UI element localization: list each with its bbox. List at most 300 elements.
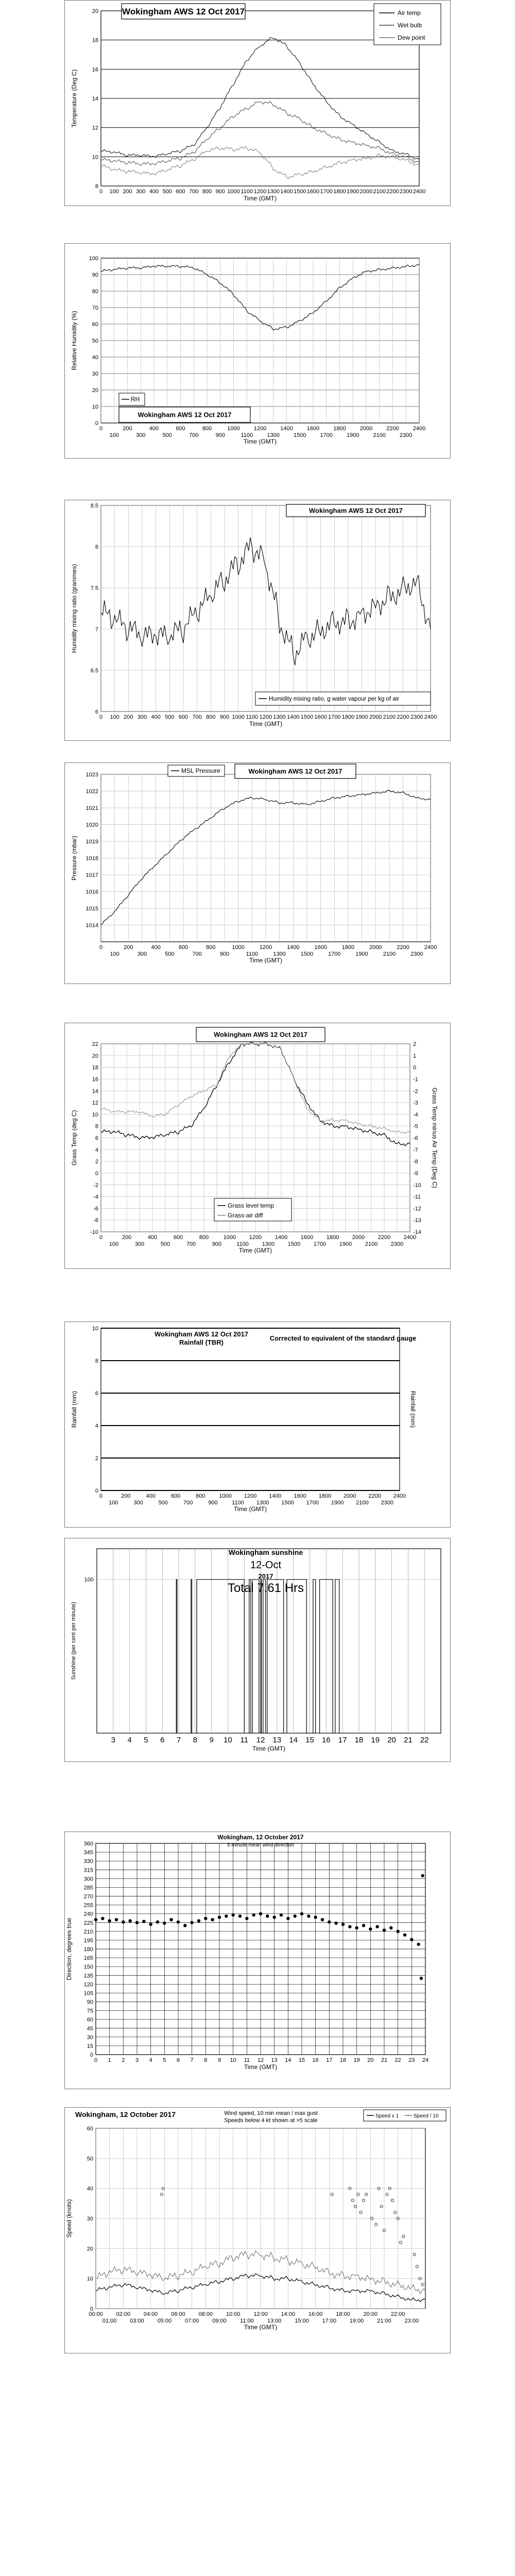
x-tick-label: 5 [144,1736,148,1744]
x-tick-label: 15:00 [295,2318,309,2324]
x-tick-label: 2100 [373,189,386,195]
y-right-tick-label: -7 [413,1147,418,1154]
x-tick-label: 900 [215,189,225,195]
x-tick-label: 21:00 [377,2318,391,2324]
x-tick-label: 04:00 [143,2311,158,2317]
legend-label: RH [131,396,140,403]
y-tick-label: 20 [87,2246,93,2252]
x-tick-label: 2200 [397,944,409,951]
x-tick-label: 2300 [390,1241,404,1247]
y-axis-label: Speed (knots) [65,2199,73,2238]
y-axis-label: Pressure (mbar) [71,836,78,880]
x-tick-label: 1200 [253,426,267,432]
x-tick-label: 15 [298,2057,305,2063]
y-right-tick-label: -8 [413,1159,418,1165]
x-tick-label: 1300 [256,1500,269,1506]
x-tick-label: 18:00 [336,2311,350,2317]
x-tick-label: 14 [289,1736,298,1744]
direction-point [417,1943,420,1946]
y-tick-label: 1021 [85,805,98,811]
y-tick-label: 2 [95,1455,98,1462]
y-right-tick-label: -4 [413,1111,418,1118]
x-tick-label: 200 [121,1493,131,1499]
x-tick-label: 2100 [365,1241,378,1247]
y-tick-label: 225 [83,1920,93,1926]
x-tick-label: 200 [124,944,133,951]
wind-speed-chart-svg [65,2108,450,2353]
x-tick-label: 1400 [269,1493,282,1499]
x-tick-label: 1900 [331,1500,344,1506]
humidity-chart [64,243,451,459]
x-tick-label: 2200 [397,714,409,720]
x-tick-label: 1200 [259,714,272,720]
x-axis-label: Time (GMT) [233,1505,267,1513]
x-tick-label: 0 [99,189,103,195]
y-tick-label: 4 [95,1147,98,1154]
x-tick-label: 18 [354,1736,364,1744]
direction-point [362,1924,365,1927]
y-right-tick-label: -9 [413,1170,418,1177]
x-tick-label: 6 [176,2057,180,2063]
wind-direction-chart-svg [65,1832,450,2089]
y-tick-label: 1018 [85,855,98,862]
x-tick-label: 500 [162,432,172,438]
y-tick-label: 60 [87,2016,93,2023]
direction-point [94,1918,97,1921]
x-tick-label: 100 [110,951,119,957]
y-tick-label: 50 [92,338,98,344]
x-tick-label: 1300 [273,714,286,720]
x-tick-label: 500 [162,189,172,195]
direction-point [307,1914,310,1918]
direction-point [225,1914,228,1918]
y-right-axis-label: Rainfall (mm) [409,1391,417,1428]
x-tick-label: 7 [176,1736,181,1744]
y-tick-label: 0 [90,2306,93,2312]
x-tick-label: 1600 [294,1493,306,1499]
x-tick-label: 700 [189,189,199,195]
y-right-tick-label: 0 [413,1064,417,1071]
y-axis-label: Temperature (Deg C) [71,69,78,128]
x-tick-label: 800 [202,189,212,195]
x-tick-label: 2000 [369,714,382,720]
y-tick-label: 100 [89,256,98,262]
y-right-tick-label: -13 [413,1217,421,1224]
x-tick-label: 1900 [339,1241,352,1247]
y-tick-label: 40 [87,2185,93,2192]
x-tick-label: 2400 [424,944,437,951]
legend-label: Speed x 1 [375,2113,399,2119]
chart-subtitle: Wind speed, 10 min mean / max gust [224,2110,318,2116]
x-tick-label: 600 [176,189,185,195]
legend-label: Speed / 10 [414,2113,439,2119]
direction-point [259,1912,262,1915]
direction-point [266,1914,269,1918]
x-tick-label: 1700 [313,1241,327,1247]
x-tick-label: 1100 [236,1241,249,1247]
x-tick-label: 800 [206,714,216,720]
sunshine-total: Total 7.61 Hrs [227,1581,304,1595]
y-tick-label: 20 [92,1053,98,1059]
chart-subtitle: 5 minute mean wind direction [227,1842,295,1848]
y-tick-label: 270 [83,1893,93,1900]
y-tick-label: 120 [83,1981,93,1988]
legend-label: Humidity mixing ratio, g water vapour per kg of air [269,696,400,702]
x-tick-label: 0 [99,944,103,951]
x-tick-label: 23:00 [404,2318,419,2324]
sunshine-chart [64,1538,451,1762]
y-tick-label: 20 [92,387,98,394]
y-tick-label: 30 [87,2216,93,2222]
x-tick-label: 2000 [369,944,382,951]
direction-point [403,1933,406,1936]
x-tick-label: 1700 [320,189,333,195]
x-tick-label: 2400 [403,1234,417,1241]
x-tick-label: 1500 [294,189,306,195]
sunshine-chart-svg [65,1538,450,1761]
y-right-tick-label: -11 [413,1194,421,1200]
x-tick-label: 500 [160,1241,170,1247]
chart-title: Wokingham AWS 12 Oct 2017 [122,7,245,17]
x-tick-label: 400 [151,714,161,720]
y-tick-label: 345 [83,1850,93,1856]
x-tick-label: 1200 [249,1234,262,1241]
x-tick-label: 900 [208,1500,218,1506]
y-tick-label: 300 [83,1876,93,1883]
x-tick-label: 1900 [355,714,368,720]
x-tick-label: 1800 [333,189,346,195]
x-axis-label: Time (GMT) [243,438,277,445]
y-right-tick-label: 1 [413,1053,417,1059]
direction-point [101,1917,104,1920]
y-tick-label: 90 [87,1999,93,2006]
y-tick-label: 4 [95,1423,98,1429]
y-tick-label: 80 [92,289,98,295]
x-tick-label: 1100 [246,714,259,720]
y-tick-label: 285 [83,1885,93,1891]
x-tick-label: 1400 [274,1234,288,1241]
x-tick-label: 800 [196,1493,205,1499]
y-tick-label: 150 [83,1964,93,1971]
x-tick-label: 22 [394,2057,401,2063]
direction-point [149,1923,152,1926]
x-tick-label: 1700 [328,951,341,957]
wind-direction-chart [64,1832,451,2089]
chart-title: Wokingham, 12 October 2017 [217,1834,304,1841]
x-tick-label: 800 [202,426,212,432]
chart-year: 2017 [258,1572,273,1580]
chart-title: Wokingham, 12 October 2017 [75,2110,176,2119]
x-tick-label: 1600 [314,714,327,720]
x-tick-label: 1100 [246,951,259,957]
x-tick-label: 800 [199,1234,209,1241]
x-tick-label: 7 [190,2057,194,2063]
x-tick-label: 400 [149,189,159,195]
x-tick-label: 500 [158,1500,168,1506]
x-tick-label: 800 [206,944,216,951]
y-axis-label: Sunshine (per cent per minute) [71,1602,77,1680]
x-tick-label: 05:00 [157,2318,172,2324]
y-right-tick-label: -2 [413,1088,418,1095]
x-tick-label: 900 [219,714,230,720]
direction-point [142,1920,145,1923]
x-tick-label: 2200 [386,189,399,195]
x-tick-label: 1500 [294,432,306,438]
y-tick-label: 2 [95,1159,98,1165]
x-axis-label: Time (GMT) [249,720,283,727]
x-tick-label: 2000 [359,426,373,432]
y-tick-label: 20 [92,8,98,14]
y-right-axis-label: Grass Temp minus Air Temp (Deg C) [431,1088,438,1188]
x-tick-label: 17 [338,1736,347,1744]
legend-label: Wet bulb [398,22,422,29]
y-tick-label: 12 [92,1100,98,1107]
x-tick-label: 11 [240,1736,249,1744]
x-tick-label: 700 [192,714,202,720]
y-tick-label: 1023 [85,772,98,778]
x-tick-label: 1600 [306,426,320,432]
x-tick-label: 1700 [328,714,341,720]
x-tick-label: 1600 [306,189,320,195]
y-tick-label: 70 [92,305,98,311]
y-right-tick-label: -5 [413,1123,418,1130]
direction-point [163,1922,166,1925]
x-tick-label: 1400 [287,944,300,951]
x-tick-label: 2000 [352,1234,365,1241]
y-tick-label: 330 [83,1858,93,1865]
y-tick-label: 8 [95,1358,98,1364]
y-tick-label: 10 [92,1111,98,1118]
y-tick-label: 0 [95,420,98,427]
x-tick-label: 1600 [300,1234,314,1241]
x-tick-label: 700 [186,1241,196,1247]
chart-title: Wokingham sunshine [228,1548,303,1556]
y-tick-label: 180 [83,1946,93,1953]
direction-point [272,1916,276,1919]
y-tick-label: -10 [90,1229,98,1235]
x-tick-label: 100 [110,714,119,720]
direction-point [211,1918,214,1921]
y-right-tick-label: -3 [413,1100,418,1107]
y-tick-label: 255 [83,1902,93,1909]
x-tick-label: 22:00 [390,2311,405,2317]
y-tick-label: 6 [95,709,98,715]
x-tick-label: 1800 [341,714,355,720]
x-tick-label: 700 [189,432,199,438]
x-tick-label: 300 [137,714,147,720]
x-tick-label: 5 [163,2057,166,2063]
x-tick-label: 0 [99,426,103,432]
y-axis-label: Direction, degrees true [65,1918,73,1980]
y-tick-label: 60 [87,2126,93,2132]
direction-point [348,1925,351,1928]
x-tick-label: 10:00 [226,2311,241,2317]
grass-temp-chart [64,1023,451,1269]
x-tick-label: 1900 [347,432,359,438]
x-tick-label: 02:00 [116,2311,131,2317]
chart-subtitle: 12-Oct [250,1560,282,1571]
x-tick-label: 600 [170,1493,181,1499]
y-tick-label: 8 [95,1123,98,1130]
x-tick-label: 2400 [424,714,437,720]
x-tick-label: 22 [420,1736,429,1744]
x-tick-label: 12 [257,2057,264,2063]
direction-point [108,1919,111,1922]
x-tick-label: 17:00 [322,2318,337,2324]
direction-point [156,1920,159,1923]
y-tick-label: 0 [90,2052,93,2058]
chart-title: Wokingham AWS 12 Oct 2017 [248,767,342,775]
x-tick-label: 1000 [227,426,240,432]
x-tick-label: 900 [215,432,225,438]
x-tick-label: 2300 [381,1500,394,1506]
y-tick-label: 7 [95,626,98,633]
y-right-tick-label: -10 [413,1182,421,1189]
x-tick-label: 1100 [241,189,253,195]
y-axis-label: Humidity mixing ratio (grammes) [71,564,78,653]
x-tick-label: 1600 [314,944,327,951]
x-tick-label: 300 [137,951,147,957]
x-tick-label: 2300 [410,951,423,957]
x-tick-label: 3 [135,2057,139,2063]
y-tick-label: 7.5 [90,585,98,591]
x-axis-label: Time (GMT) [243,195,277,202]
direction-point [280,1913,283,1917]
y-tick-label: 6 [95,1391,98,1397]
chart-title: Wokingham AWS 12 Oct 2017 [138,411,232,419]
y-tick-label: 22 [92,1041,98,1047]
y-tick-label: 45 [87,2025,93,2032]
chart-title: Wokingham AWS 12 Oct 2017 [213,1030,308,1039]
y-tick-label: -6 [93,1206,98,1212]
direction-point [341,1923,345,1926]
humidity-chart-svg [65,244,450,458]
x-tick-label: 10 [230,2057,236,2063]
x-tick-label: 200 [124,714,133,720]
x-tick-label: 1500 [287,1241,301,1247]
legend-label: Grass-air diff [228,1212,263,1219]
y-tick-label: 135 [83,1973,93,1979]
direction-point [169,1918,173,1921]
x-tick-label: 19 [353,2057,360,2063]
y-tick-label: 60 [92,321,98,328]
x-tick-label: 600 [178,944,188,951]
y-right-tick-label: 2 [413,1041,417,1047]
y-tick-label: 1019 [85,839,98,845]
x-tick-label: 1000 [223,1234,236,1241]
x-tick-label: 6 [160,1736,165,1744]
x-axis-label: Time (GMT) [238,1247,272,1254]
y-tick-label: 1022 [85,788,98,795]
x-tick-label: 16 [321,1736,331,1744]
y-tick-label: 10 [92,404,98,410]
direction-point [389,1926,392,1929]
y-right-tick-label: -14 [413,1229,421,1235]
rainfall-chart [64,1321,451,1528]
y-tick-label: 1014 [85,922,98,929]
x-tick-label: 1800 [318,1493,332,1499]
legend-label: MSL Pressure [181,767,220,774]
legend-label: Air temp [398,9,421,16]
x-tick-label: 1400 [280,426,293,432]
x-tick-label: 400 [147,1234,158,1241]
x-tick-label: 07:00 [184,2318,199,2324]
direction-point [122,1920,125,1923]
x-tick-label: 700 [183,1500,193,1506]
direction-point [197,1919,200,1922]
x-tick-label: 11 [244,2057,250,2063]
y-tick-label: 315 [83,1867,93,1874]
y-tick-label: 1017 [85,872,98,878]
x-tick-label: 600 [173,1234,183,1241]
x-tick-label: 12:00 [253,2311,268,2317]
direction-point [135,1921,139,1924]
x-tick-label: 13 [271,2057,278,2063]
x-tick-label: 3 [111,1736,115,1744]
x-tick-label: 200 [123,426,132,432]
chart-title: Wokingham AWS 12 Oct 2017 [154,1330,249,1338]
y-tick-label: 1020 [85,822,98,828]
direction-point [375,1925,379,1928]
x-tick-label: 4 [149,2057,152,2063]
x-tick-label: 900 [212,1241,222,1247]
x-tick-label: 8 [193,1736,198,1744]
direction-point [420,1977,423,1980]
chart-subtitle-2: Speeds below 4 kt shown at ×5 scale [224,2117,318,2124]
y-tick-label: 90 [92,272,98,278]
x-tick-label: 1100 [232,1500,244,1506]
y-right-tick-label: -12 [413,1206,421,1212]
x-tick-label: 1 [108,2057,111,2063]
y-tick-label: 14 [92,96,98,102]
x-tick-label: 1000 [219,1493,232,1499]
direction-point [293,1914,296,1918]
rainfall-chart-svg [65,1322,450,1527]
x-tick-label: 300 [136,432,146,438]
x-tick-label: 01:00 [102,2318,117,2324]
y-tick-label: 10 [92,1326,98,1332]
x-tick-label: 1200 [253,189,267,195]
x-tick-label: 18 [339,2057,347,2063]
x-tick-label: 1300 [262,1241,275,1247]
y-tick-label: 40 [92,354,98,361]
y-tick-label: 75 [87,2008,93,2014]
y-tick-label: 1016 [85,889,98,895]
x-tick-label: 400 [146,1493,156,1499]
x-tick-label: 100 [109,1241,119,1247]
direction-point [204,1917,207,1920]
direction-point [321,1918,324,1921]
x-tick-label: 14 [285,2057,291,2063]
y-tick-label: 10 [87,2276,93,2282]
x-tick-label: 100 [109,189,119,195]
x-tick-label: 16 [312,2057,319,2063]
y-tick-label: 18 [92,1064,98,1071]
y-tick-label: 50 [87,2156,93,2162]
x-tick-label: 13:00 [267,2318,282,2324]
y-right-tick-label: -6 [413,1135,418,1142]
y-tick-label: 210 [83,1928,93,1935]
x-tick-label: 2100 [373,432,386,438]
x-tick-label: 12 [256,1736,265,1744]
x-tick-label: 1500 [300,714,314,720]
x-tick-label: 1300 [273,951,286,957]
y-tick-label: 6 [95,1135,98,1142]
x-tick-label: 2100 [383,714,396,720]
x-axis-label: Time (GMT) [252,1745,286,1752]
x-tick-label: 1800 [326,1234,339,1241]
x-tick-label: 15 [305,1736,314,1744]
